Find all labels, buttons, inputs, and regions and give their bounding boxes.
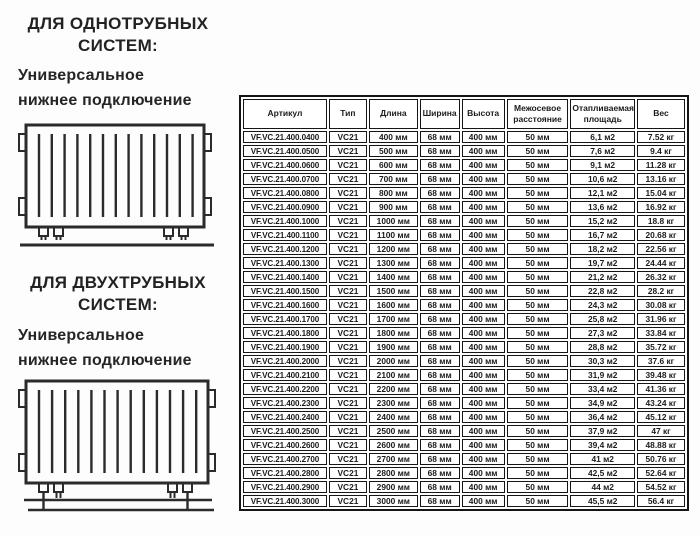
table-cell: 68 мм xyxy=(420,397,460,409)
table-cell: 20.68 кг xyxy=(637,229,685,241)
table-cell: VF.VC.21.400.0500 xyxy=(243,145,327,157)
table-cell: 1500 мм xyxy=(369,285,418,297)
table-cell: VC21 xyxy=(329,271,367,283)
table-cell: 400 мм xyxy=(462,299,505,311)
table-cell: 68 мм xyxy=(420,187,460,199)
table-cell: VC21 xyxy=(329,257,367,269)
table-cell: 50 мм xyxy=(507,411,569,423)
table-cell: 50 мм xyxy=(507,173,569,185)
table-cell: 68 мм xyxy=(420,159,460,171)
table-cell: 18,2 м2 xyxy=(570,243,635,255)
table-cell: 50.76 кг xyxy=(637,453,685,465)
table-cell: VC21 xyxy=(329,173,367,185)
table-cell: 68 мм xyxy=(420,257,460,269)
table-cell: 50 мм xyxy=(507,201,569,213)
table-cell: 1900 мм xyxy=(369,341,418,353)
table-row xyxy=(243,201,685,213)
table-row xyxy=(243,313,685,325)
table-cell: 1100 мм xyxy=(369,229,418,241)
table-cell: 9.4 кг xyxy=(637,145,685,157)
table-cell: VF.VC.21.400.2300 xyxy=(243,397,327,409)
table-cell: VF.VC.21.400.1800 xyxy=(243,327,327,339)
table-cell: 68 мм xyxy=(420,383,460,395)
table-cell: 400 мм xyxy=(369,131,418,143)
table-row xyxy=(243,439,685,451)
table-cell: VF.VC.21.400.1400 xyxy=(243,271,327,283)
table-cell: 400 мм xyxy=(462,481,505,493)
table-row xyxy=(243,341,685,353)
table-cell: 31.96 кг xyxy=(637,313,685,325)
table-cell: 400 мм xyxy=(462,271,505,283)
table-row xyxy=(243,187,685,199)
spec-table-wrap xyxy=(239,95,689,511)
table-cell: 50 мм xyxy=(507,439,569,451)
table-cell: 400 мм xyxy=(462,425,505,437)
table-cell: VF.VC.21.400.0900 xyxy=(243,201,327,213)
table-cell: 400 мм xyxy=(462,383,505,395)
table-cell: 50 мм xyxy=(507,467,569,479)
table-cell: VC21 xyxy=(329,411,367,423)
table-cell: 2700 мм xyxy=(369,453,418,465)
table-cell: VF.VC.21.400.1500 xyxy=(243,285,327,297)
table-cell: 68 мм xyxy=(420,243,460,255)
table-row xyxy=(243,173,685,185)
table-cell: VC21 xyxy=(329,313,367,325)
table-cell: 50 мм xyxy=(507,327,569,339)
table-cell: 2900 мм xyxy=(369,481,418,493)
table-cell: 400 мм xyxy=(462,159,505,171)
table-cell: 48.88 кг xyxy=(637,439,685,451)
table-cell: 400 мм xyxy=(462,187,505,199)
table-cell: VC21 xyxy=(329,285,367,297)
column-header: Длина xyxy=(369,99,418,129)
table-cell: VC21 xyxy=(329,159,367,171)
table-cell: 2200 мм xyxy=(369,383,418,395)
table-row xyxy=(243,453,685,465)
table-cell: VC21 xyxy=(329,453,367,465)
table-cell: 50 мм xyxy=(507,369,569,381)
table-row xyxy=(243,131,685,143)
table-cell: 12,1 м2 xyxy=(570,187,635,199)
table-cell: 68 мм xyxy=(420,173,460,185)
column-header: Ширина xyxy=(420,99,460,129)
table-cell: 50 мм xyxy=(507,495,569,507)
table-cell: 50 мм xyxy=(507,271,569,283)
table-cell: VC21 xyxy=(329,439,367,451)
table-cell: 15.04 кг xyxy=(637,187,685,199)
table-cell: 400 мм xyxy=(462,131,505,143)
table-cell: VF.VC.21.400.0800 xyxy=(243,187,327,199)
table-cell: 28.2 кг xyxy=(637,285,685,297)
table-cell: 68 мм xyxy=(420,201,460,213)
table-cell: VC21 xyxy=(329,215,367,227)
table-cell: VF.VC.21.400.2400 xyxy=(243,411,327,423)
table-cell: VF.VC.21.400.1200 xyxy=(243,243,327,255)
table-cell: 400 мм xyxy=(462,439,505,451)
column-header: Вес xyxy=(637,99,685,129)
table-cell: VF.VC.21.400.2900 xyxy=(243,481,327,493)
table-cell: 400 мм xyxy=(462,355,505,367)
table-cell: VF.VC.21.400.2600 xyxy=(243,439,327,451)
table-cell: 50 мм xyxy=(507,285,569,297)
table-cell: 50 мм xyxy=(507,229,569,241)
table-cell: 50 мм xyxy=(507,299,569,311)
table-row xyxy=(243,327,685,339)
table-row xyxy=(243,467,685,479)
table-cell: 24.44 кг xyxy=(637,257,685,269)
spec-table xyxy=(239,95,689,511)
table-cell: 400 мм xyxy=(462,215,505,227)
table-cell: VF.VC.21.400.0600 xyxy=(243,159,327,171)
table-cell: 2100 мм xyxy=(369,369,418,381)
column-header: Тип xyxy=(329,99,367,129)
table-cell: 11.28 кг xyxy=(637,159,685,171)
table-cell: 68 мм xyxy=(420,467,460,479)
table-cell: 400 мм xyxy=(462,467,505,479)
table-cell: 31,9 м2 xyxy=(570,369,635,381)
table-cell: 42,5 м2 xyxy=(570,467,635,479)
table-cell: 37.6 кг xyxy=(637,355,685,367)
table-cell: 800 мм xyxy=(369,187,418,199)
table-cell: VF.VC.21.400.1300 xyxy=(243,257,327,269)
table-cell: 52.64 кг xyxy=(637,467,685,479)
table-cell: VC21 xyxy=(329,355,367,367)
table-cell: 41 м2 xyxy=(570,453,635,465)
table-cell: 50 мм xyxy=(507,243,569,255)
table-cell: 13,6 м2 xyxy=(570,201,635,213)
table-cell: 45,5 м2 xyxy=(570,495,635,507)
table-cell: 400 мм xyxy=(462,257,505,269)
table-cell: 27,3 м2 xyxy=(570,327,635,339)
table-cell: 7,6 м2 xyxy=(570,145,635,157)
table-cell: 400 мм xyxy=(462,327,505,339)
table-cell: 15,2 м2 xyxy=(570,215,635,227)
table-cell: 50 мм xyxy=(507,257,569,269)
table-cell: 400 мм xyxy=(462,495,505,507)
table-cell: VF.VC.21.400.0400 xyxy=(243,131,327,143)
two-pipe-heading: ДЛЯ ДВУХТРУБНЫХ СИСТЕМ: xyxy=(30,273,206,314)
table-row xyxy=(243,397,685,409)
table-cell: 28,8 м2 xyxy=(570,341,635,353)
table-row xyxy=(243,285,685,297)
table-cell: 50 мм xyxy=(507,131,569,143)
table-row xyxy=(243,369,685,381)
column-header: Артикул xyxy=(243,99,327,129)
table-cell: 45.12 кг xyxy=(637,411,685,423)
table-row xyxy=(243,271,685,283)
table-cell: 39.48 кг xyxy=(637,369,685,381)
table-row xyxy=(243,425,685,437)
table-row xyxy=(243,299,685,311)
table-cell: 2500 мм xyxy=(369,425,418,437)
table-cell: 1400 мм xyxy=(369,271,418,283)
table-cell: 56.4 кг xyxy=(637,495,685,507)
table-cell: 68 мм xyxy=(420,215,460,227)
table-cell: 1300 мм xyxy=(369,257,418,269)
table-cell: VF.VC.21.400.2800 xyxy=(243,467,327,479)
table-row xyxy=(243,355,685,367)
table-cell: 68 мм xyxy=(420,271,460,283)
table-row xyxy=(243,229,685,241)
table-cell: 400 мм xyxy=(462,411,505,423)
table-cell: 36,4 м2 xyxy=(570,411,635,423)
table-cell: 700 мм xyxy=(369,173,418,185)
table-cell: VC21 xyxy=(329,425,367,437)
table-cell: 44 м2 xyxy=(570,481,635,493)
table-cell: 1200 мм xyxy=(369,243,418,255)
table-cell: VF.VC.21.400.1900 xyxy=(243,341,327,353)
table-cell: 400 мм xyxy=(462,201,505,213)
table-cell: 50 мм xyxy=(507,397,569,409)
spec-table-body xyxy=(243,131,685,507)
table-cell: 68 мм xyxy=(420,313,460,325)
two-pipe-subheading: Универсальное нижнее подключение xyxy=(18,327,192,369)
table-cell: 21,2 м2 xyxy=(570,271,635,283)
table-cell: VC21 xyxy=(329,299,367,311)
table-header-row xyxy=(243,99,685,129)
table-cell: 6,1 м2 xyxy=(570,131,635,143)
table-cell: 68 мм xyxy=(420,229,460,241)
table-cell: 400 мм xyxy=(462,145,505,157)
table-cell: 1800 мм xyxy=(369,327,418,339)
table-cell: 68 мм xyxy=(420,481,460,493)
table-cell: 37,9 м2 xyxy=(570,425,635,437)
table-cell: 22.56 кг xyxy=(637,243,685,255)
table-cell: 3000 мм xyxy=(369,495,418,507)
table-cell: VF.VC.21.400.1700 xyxy=(243,313,327,325)
table-cell: VF.VC.21.400.2100 xyxy=(243,369,327,381)
table-cell: 400 мм xyxy=(462,453,505,465)
table-cell: 68 мм xyxy=(420,285,460,297)
table-cell: 68 мм xyxy=(420,369,460,381)
table-cell: 33,4 м2 xyxy=(570,383,635,395)
table-cell: VF.VC.21.400.2200 xyxy=(243,383,327,395)
table-cell: 2400 мм xyxy=(369,411,418,423)
single-pipe-heading: ДЛЯ ОДНОТРУБНЫХ СИСТЕМ: xyxy=(27,14,209,55)
table-cell: 9,1 м2 xyxy=(570,159,635,171)
table-cell: 68 мм xyxy=(420,411,460,423)
table-cell: 400 мм xyxy=(462,397,505,409)
table-cell: 7.52 кг xyxy=(637,131,685,143)
table-cell: 54.52 кг xyxy=(637,481,685,493)
table-cell: 50 мм xyxy=(507,481,569,493)
table-cell: VF.VC.21.400.1100 xyxy=(243,229,327,241)
table-cell: 500 мм xyxy=(369,145,418,157)
table-cell: VC21 xyxy=(329,369,367,381)
table-cell: 47 кг xyxy=(637,425,685,437)
table-cell: 50 мм xyxy=(507,313,569,325)
table-cell: VC21 xyxy=(329,243,367,255)
table-cell: 2000 мм xyxy=(369,355,418,367)
table-cell: 22,8 м2 xyxy=(570,285,635,297)
table-row xyxy=(243,257,685,269)
table-cell: 50 мм xyxy=(507,145,569,157)
table-cell: VC21 xyxy=(329,131,367,143)
table-cell: 1600 мм xyxy=(369,299,418,311)
table-row xyxy=(243,411,685,423)
table-cell: 50 мм xyxy=(507,341,569,353)
table-cell: VC21 xyxy=(329,467,367,479)
table-cell: 50 мм xyxy=(507,355,569,367)
table-cell: 68 мм xyxy=(420,131,460,143)
table-cell: VF.VC.21.400.1000 xyxy=(243,215,327,227)
table-cell: 43.24 кг xyxy=(637,397,685,409)
table-cell: VC21 xyxy=(329,327,367,339)
table-cell: 400 мм xyxy=(462,243,505,255)
table-cell: 10,6 м2 xyxy=(570,173,635,185)
radiator-bottom-connection-two-pipe-icon xyxy=(14,377,219,519)
table-cell: 900 мм xyxy=(369,201,418,213)
table-cell: 50 мм xyxy=(507,383,569,395)
table-cell: VC21 xyxy=(329,495,367,507)
table-cell: VF.VC.21.400.2000 xyxy=(243,355,327,367)
table-cell: 16.92 кг xyxy=(637,201,685,213)
table-cell: 50 мм xyxy=(507,215,569,227)
table-cell: 50 мм xyxy=(507,159,569,171)
table-cell: 2600 мм xyxy=(369,439,418,451)
table-cell: VC21 xyxy=(329,481,367,493)
table-cell: 1000 мм xyxy=(369,215,418,227)
table-row xyxy=(243,495,685,507)
table-cell: 16,7 м2 xyxy=(570,229,635,241)
table-cell: VF.VC.21.400.2700 xyxy=(243,453,327,465)
table-cell: VF.VC.21.400.0700 xyxy=(243,173,327,185)
table-cell: 400 мм xyxy=(462,173,505,185)
column-header: Межосевое расстояние xyxy=(507,99,569,129)
table-cell: 13.16 кг xyxy=(637,173,685,185)
table-cell: 68 мм xyxy=(420,495,460,507)
table-cell: 400 мм xyxy=(462,313,505,325)
table-cell: VC21 xyxy=(329,341,367,353)
table-cell: 41.36 кг xyxy=(637,383,685,395)
table-cell: 2300 мм xyxy=(369,397,418,409)
single-pipe-subheading: Универсальное нижнее подключение xyxy=(18,67,192,109)
table-row xyxy=(243,145,685,157)
table-cell: 19,7 м2 xyxy=(570,257,635,269)
table-row xyxy=(243,215,685,227)
table-cell: VF.VC.21.400.2500 xyxy=(243,425,327,437)
table-cell: 50 мм xyxy=(507,187,569,199)
table-cell: 39,4 м2 xyxy=(570,439,635,451)
table-cell: 68 мм xyxy=(420,439,460,451)
table-cell: 18.8 кг xyxy=(637,215,685,227)
table-cell: VC21 xyxy=(329,383,367,395)
table-cell: VC21 xyxy=(329,397,367,409)
table-cell: 34,9 м2 xyxy=(570,397,635,409)
table-cell: 30,3 м2 xyxy=(570,355,635,367)
table-cell: 68 мм xyxy=(420,341,460,353)
table-row xyxy=(243,383,685,395)
table-cell: 26.32 кг xyxy=(637,271,685,283)
table-cell: 68 мм xyxy=(420,355,460,367)
table-cell: 68 мм xyxy=(420,327,460,339)
table-row xyxy=(243,243,685,255)
table-row xyxy=(243,481,685,493)
table-cell: 400 мм xyxy=(462,369,505,381)
table-cell: VF.VC.21.400.3000 xyxy=(243,495,327,507)
table-cell: VC21 xyxy=(329,187,367,199)
table-cell: 68 мм xyxy=(420,425,460,437)
table-cell: VF.VC.21.400.1600 xyxy=(243,299,327,311)
table-cell: 33.84 кг xyxy=(637,327,685,339)
table-cell: 400 мм xyxy=(462,285,505,297)
table-cell: 24,3 м2 xyxy=(570,299,635,311)
table-cell: VC21 xyxy=(329,201,367,213)
table-cell: 400 мм xyxy=(462,341,505,353)
table-cell: 30.08 кг xyxy=(637,299,685,311)
table-cell: 400 мм xyxy=(462,229,505,241)
table-cell: 2800 мм xyxy=(369,467,418,479)
table-cell: 1700 мм xyxy=(369,313,418,325)
table-cell: 68 мм xyxy=(420,299,460,311)
table-cell: VC21 xyxy=(329,229,367,241)
table-cell: 35.72 кг xyxy=(637,341,685,353)
table-cell: 25,8 м2 xyxy=(570,313,635,325)
table-row xyxy=(243,159,685,171)
radiator-bottom-connection-single-pipe-icon xyxy=(14,121,219,249)
table-cell: 68 мм xyxy=(420,453,460,465)
table-cell: 50 мм xyxy=(507,453,569,465)
table-cell: VC21 xyxy=(329,145,367,157)
table-cell: 50 мм xyxy=(507,425,569,437)
table-cell: 600 мм xyxy=(369,159,418,171)
column-header: Отапливаемая площадь xyxy=(570,99,635,129)
table-cell: 68 мм xyxy=(420,145,460,157)
column-header: Высота xyxy=(462,99,505,129)
